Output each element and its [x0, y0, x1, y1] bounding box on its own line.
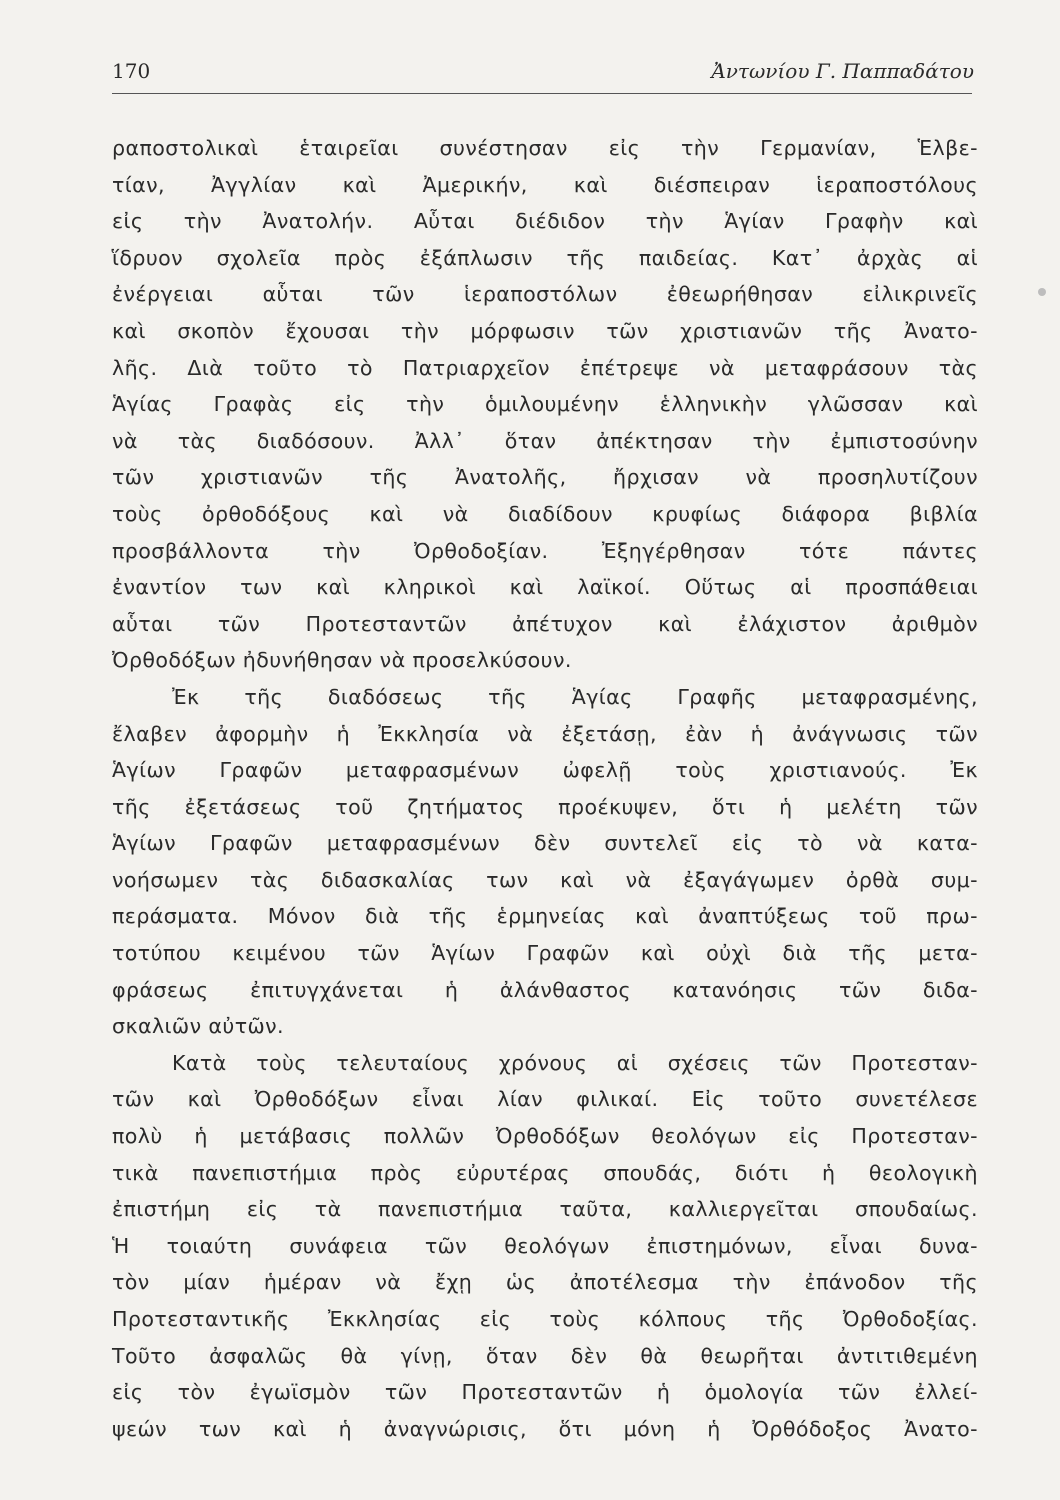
text-line: ἐναντίον των καὶ κληρικοὶ καὶ λαϊκοί. Οὕτως αἱ προσπάθειαι — [112, 575, 978, 600]
text-line: αὗται τῶν Προτεσταντῶν ἀπέτυχον καὶ ἐλάχιστον ἀριθμὸν — [112, 611, 978, 636]
page-number: 170 — [112, 59, 151, 83]
text-line: τῆς ἐξετάσεως τοῦ ζητήματος προέκυψεν, ὅτι ἡ μελέτη τῶν — [112, 794, 978, 819]
text-line: ραποστολικαὶ ἑταιρεῖαι συνέστησαν εἰς τὴν Γερμανίαν, Ἑλβε- — [112, 136, 978, 160]
text-line: εἰς τὴν Ἀνατολήν. Αὗται διέδιδον τὴν Ἁγίαν Γραφὴν καὶ — [112, 209, 978, 234]
text-line: ἵδρυον σχολεῖα πρὸς ἐξάπλωσιν τῆς παιδείας. Κατ᾽ ἀρχὰς αἱ — [112, 245, 978, 270]
text-line: πολὺ ἡ μετάβασις πολλῶν Ὀρθοδόξων θεολόγων εἰς Προτεσταν- — [112, 1124, 978, 1149]
text-line: σκαλιῶν αὐτῶν. — [112, 1014, 284, 1039]
text-line: περάσματα. Μόνον διὰ τῆς ἑρμηνείας καὶ ἀναπτύξεως τοῦ πρω- — [112, 904, 978, 929]
text-line: Ἁγίας Γραφὰς εἰς τὴν ὁμιλουμένην ἑλληνικὴν γλῶσσαν καὶ — [112, 392, 978, 417]
text-line: Ὀρθοδόξων ἠδυνήθησαν νὰ προσελκύσουν. — [112, 648, 572, 673]
text-line: ἔλαβεν ἀφορμὴν ἡ Ἐκκλησία νὰ ἐξετάσῃ, ἐὰν ἡ ἀνάγνωσις τῶν — [112, 721, 978, 746]
text-line: ἐνέργειαι αὗται τῶν ἱεραποστόλων ἐθεωρήθησαν εἰλικρινεῖς — [112, 282, 978, 307]
text-line: νὰ τὰς διαδόσουν. Ἀλλ᾽ ὅταν ἀπέκτησαν τὴν ἐμπιστοσύνην — [112, 428, 978, 453]
text-line: Κατὰ τοὺς τελευταίους χρόνους αἱ σχέσεις τῶν Προτεσταν- — [172, 1050, 978, 1075]
text-line: εἰς τὸν ἐγωϊσμὸν τῶν Προτεσταντῶν ἡ ὁμολογία τῶν ἐλλεί- — [112, 1380, 978, 1405]
text-line: Προτεσταντικῆς Ἐκκλησίας εἰς τοὺς κόλπους τῆς Ὀρθοδοξίας. — [112, 1307, 978, 1331]
text-line: Ἁγίων Γραφῶν μεταφρασμένων δὲν συντελεῖ εἰς τὸ νὰ κατα- — [112, 831, 978, 856]
paper-speck — [1038, 288, 1046, 296]
text-line: Ἁγίων Γραφῶν μεταφρασμένων ὠφελῇ τοὺς χριστιανούς. Ἐκ — [112, 758, 978, 783]
text-line: τικὰ πανεπιστήμια πρὸς εὐρυτέρας σπουδάς, διότι ἡ θεολογικὴ — [112, 1160, 978, 1185]
text-line: ψεών των καὶ ἡ ἀναγνώρισις, ὅτι μόνη ἡ Ὀρθόδοξος Ἀνατο- — [112, 1416, 978, 1441]
page-header — [112, 55, 974, 91]
header-rule — [112, 93, 972, 94]
text-line: τοτύπου κειμένου τῶν Ἁγίων Γραφῶν καὶ οὐχὶ διὰ τῆς μετα- — [112, 941, 978, 966]
text-line: Ἐκ τῆς διαδόσεως τῆς Ἁγίας Γραφῆς μεταφρασμένης, — [172, 684, 978, 709]
text-line: νοήσωμεν τὰς διδασκαλίας των καὶ νὰ ἐξαγάγωμεν ὀρθὰ συμ- — [112, 867, 978, 892]
text-line: Ἡ τοιαύτη συνάφεια τῶν θεολόγων ἐπιστημόνων, εἶναι δυνα- — [112, 1233, 978, 1258]
text-line: τοὺς ὀρθοδόξους καὶ νὰ διαδίδουν κρυφίως διάφορα βιβλία — [112, 501, 978, 526]
text-line: φράσεως ἐπιτυγχάνεται ἡ ἀλάνθαστος κατανόησις τῶν διδα- — [112, 977, 978, 1002]
text-line: τὸν μίαν ἡμέραν νὰ ἔχῃ ὡς ἀποτέλεσμα τὴν ἐπάνοδον τῆς — [112, 1270, 978, 1295]
running-head: Ἀντωνίου Γ. Παππαδάτου — [711, 59, 974, 83]
text-line: τῶν χριστιανῶν τῆς Ἀνατολῆς, ἤρχισαν νὰ προσηλυτίζουν — [112, 465, 978, 490]
text-line: τῶν καὶ Ὀρθοδόξων εἶναι λίαν φιλικαί. Εἰς τοῦτο συνετέλεσε — [112, 1087, 978, 1112]
text-line: ἐπιστήμη εἰς τὰ πανεπιστήμια ταῦτα, καλλιεργεῖται σπουδαίως. — [112, 1197, 978, 1222]
body-text — [112, 130, 978, 1447]
text-line: τίαν, Ἀγγλίαν καὶ Ἀμερικήν, καὶ διέσπειραν ἱεραποστόλους — [112, 172, 978, 197]
text-line: λῆς. Διὰ τοῦτο τὸ Πατριαρχεῖον ἐπέτρεψε νὰ μεταφράσουν τὰς — [112, 355, 978, 380]
text-line: καὶ σκοπὸν ἔχουσαι τὴν μόρφωσιν τῶν χριστιανῶν τῆς Ἀνατο- — [112, 318, 978, 343]
text-line: Τοῦτο ἀσφαλῶς θὰ γίνῃ, ὅταν δὲν θὰ θεωρῆται ἀντιτιθεμένη — [112, 1343, 978, 1368]
text-line: προσβάλλοντα τὴν Ὀρθοδοξίαν. Ἐξηγέρθησαν τότε πάντες — [112, 538, 978, 563]
